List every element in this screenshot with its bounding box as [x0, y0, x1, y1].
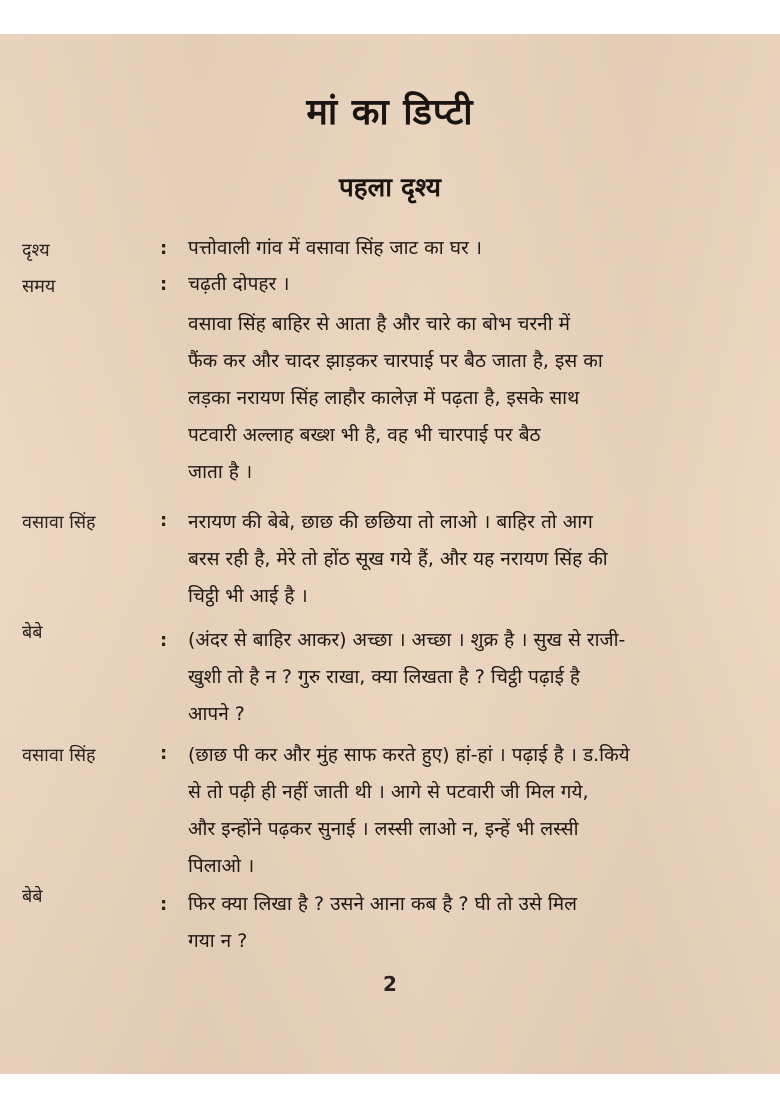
text-line: लड़का नरायण सिंह लाहौर कालेज़ में पढ़ता है, इसके साथ [188, 387, 580, 409]
text-line: खुशी तो है न ? गुरु राखा, क्या लिखता है ? चिट्ठी पढ़ाई है [188, 666, 581, 688]
colon-separator: : [160, 894, 168, 915]
entry-label: समय [22, 276, 56, 297]
text-line: नरायण की बेबे, छाछ की छछिया तो लाओ । बाहिर तो आग [188, 511, 593, 533]
text-line: चढ़ती दोपहर । [188, 273, 290, 295]
colon-separator: : [160, 274, 168, 295]
text-line: और इन्होंने पढ़कर सुनाई । लस्सी लाओ न, इन्हें भी लस्सी [188, 818, 579, 840]
text-line: फिर क्या लिखा है ? उसने आना कब है ? घी तो उसे मिल [188, 893, 578, 915]
text-line: फैंक कर और चादर झाड़कर चारपाई पर बैठ जाता है, इस का [188, 350, 603, 372]
entry-text [188, 230, 753, 267]
entry-label: दृश्य [22, 240, 50, 261]
text-line: जाता है । [188, 461, 253, 483]
stage-direction-text [188, 306, 753, 491]
text-line: गया न ? [188, 930, 248, 952]
colon-separator: : [160, 238, 168, 259]
text-line: पटवारी अल्लाह बख्श भी है, वह भी चारपाई पर बैठ [188, 424, 541, 446]
colon-separator: : [160, 743, 168, 764]
speaker-name: बेबे [22, 622, 43, 643]
dialogue-text [188, 737, 753, 885]
text-line: वसावा सिंह बाहिर से आता है और चारे का बोभ चरनी में [188, 313, 571, 335]
text-line: (छाछ पी कर और मुंह साफ करते हुए) हां-हां । पढ़ाई है । ड.किये [188, 744, 630, 766]
text-line: आपने ? [188, 703, 245, 725]
speaker-name: बेबे [22, 886, 43, 907]
text-line: पिलाओ । [188, 855, 255, 877]
dialogue-text [188, 622, 753, 733]
text-line: चिट्ठी भी आई है । [188, 585, 308, 607]
scene-heading: पहला दृश्य [339, 173, 441, 203]
dialogue-text [188, 886, 753, 960]
page-number: 2 [383, 972, 397, 996]
text-line: से तो पढ़ी ही नहीं जाती थी । आगे से पटवारी जी मिल गये, [188, 781, 589, 803]
text-line: बरस रही है, मेरे तो होंठ सूख गये हैं, और यह नरायण सिंह की [188, 548, 608, 570]
text-line: (अंदर से बाहिर आकर) अच्छा । अच्छा । शुक्र है । सुख से राजी- [188, 629, 626, 651]
colon-separator: : [160, 630, 168, 651]
dialogue-text [188, 504, 753, 615]
text-line: पत्तोवाली गांव में वसावा सिंह जाट का घर । [188, 237, 482, 259]
colon-separator: : [160, 510, 168, 531]
entry-text [188, 266, 753, 303]
speaker-name: वसावा सिंह [22, 512, 96, 533]
play-title: मां का डिप्टी [306, 92, 474, 133]
speaker-name: वसावा सिंह [22, 745, 96, 766]
book-page [0, 34, 780, 1074]
